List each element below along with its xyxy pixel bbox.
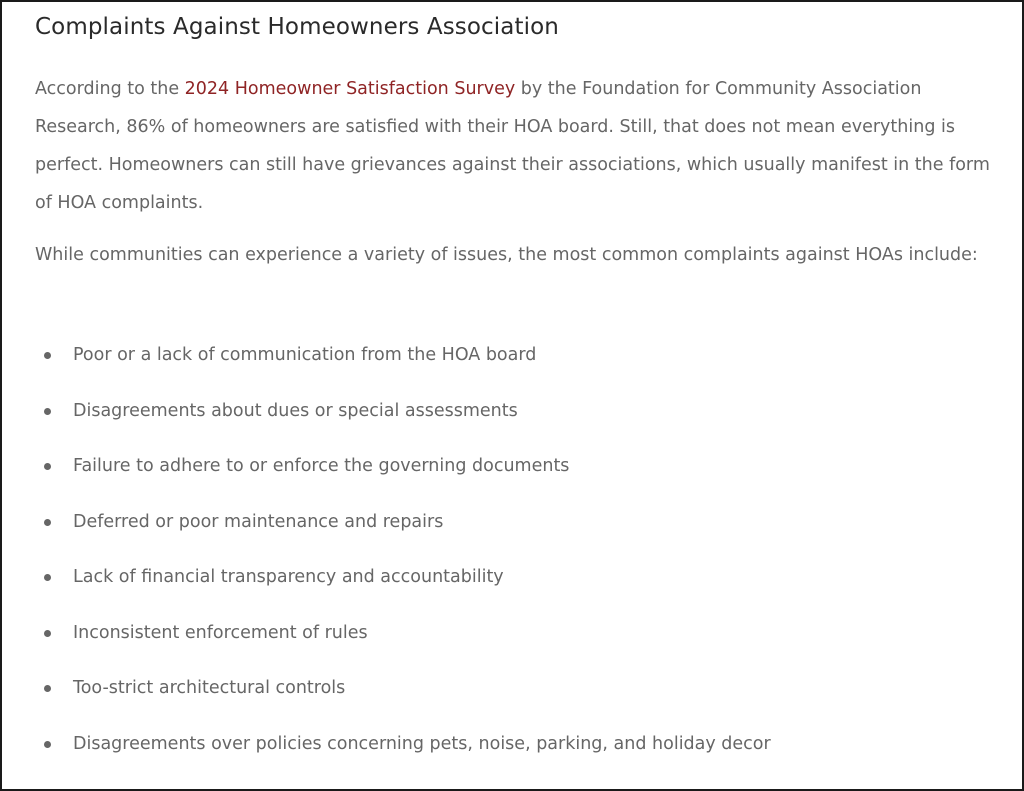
list-item (35, 725, 1010, 781)
bullet-icon (44, 408, 51, 415)
list-item (35, 447, 1010, 503)
intro-paragraph (35, 70, 1010, 222)
list-item (35, 669, 1010, 725)
bullet-icon (44, 741, 51, 748)
list-item-text: Inconsistent enforcement of rules (73, 622, 368, 643)
list-item (35, 392, 1010, 448)
bullet-icon (44, 463, 51, 470)
section-heading: Complaints Against Homeowners Association (35, 14, 559, 40)
bullet-icon (44, 685, 51, 692)
intro-text-after-link: by the Foundation for Community Association Research, 86% of homeowners are satisfied with their HOA board. Still, that does not mean everything is perfect. Homeowners can still have grievances against their associations, which usually manifest in the form of HOA complaints. (35, 79, 990, 213)
list-item-text: Deferred or poor maintenance and repairs (73, 511, 444, 532)
list-item-text: Poor or a lack of communication from the HOA board (73, 345, 537, 365)
list-item (35, 503, 1010, 559)
list-item-text: Lack of financial transparency and accountability (73, 567, 504, 587)
bullet-icon (44, 630, 51, 637)
list-item-text: Too-strict architectural controls (73, 678, 346, 698)
list-item (35, 336, 1010, 392)
intro-text-before-link: According to the (35, 79, 185, 99)
list-item-text: Failure to adhere to or enforce the governing documents (73, 456, 570, 476)
bullet-icon (44, 352, 51, 359)
list-item-text: Disagreements about dues or special assessments (73, 400, 518, 421)
list-item (35, 614, 1010, 670)
bullet-icon (44, 519, 51, 526)
survey-link[interactable]: 2024 Homeowner Satisfaction Survey (184, 79, 516, 99)
list-item-text: Disagreements over policies concerning pets, noise, parking, and holiday decor (73, 733, 771, 754)
list-item (35, 558, 1010, 614)
lead-in-paragraph: While communities can experience a variety of issues, the most common complaints against HOAs include: (35, 245, 978, 265)
bullet-icon (44, 574, 51, 581)
complaints-list (35, 336, 1010, 780)
